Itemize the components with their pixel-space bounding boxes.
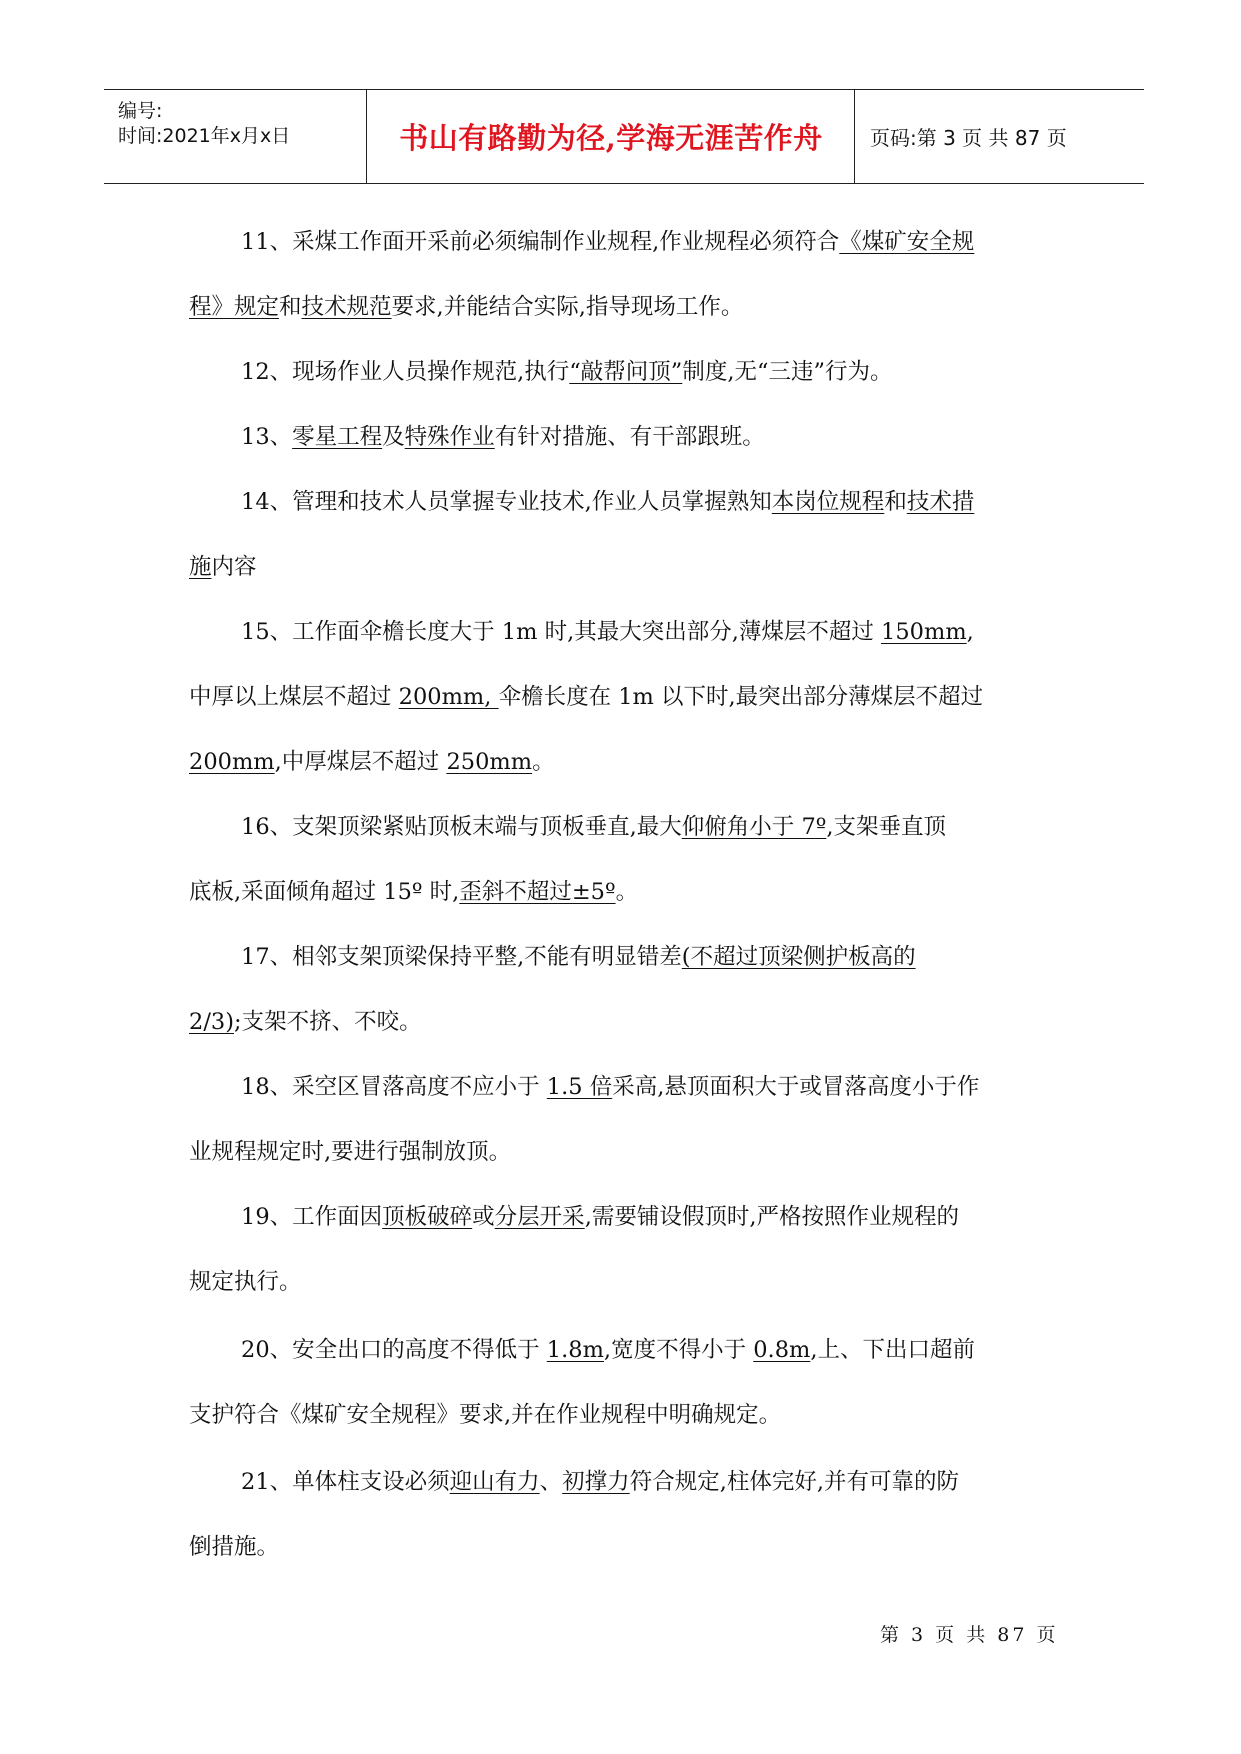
header-page-label: 页码:第 3 页 共 87 页: [870, 126, 1067, 150]
text-run: 21、单体柱支设必须: [241, 1469, 450, 1495]
text-run: 。: [615, 879, 639, 905]
clause-11-line-1: [241, 210, 974, 275]
text-run: ,宽度不得小于: [603, 1337, 754, 1363]
clause-11-line-2: [189, 275, 743, 340]
clause-16-line-1: [241, 795, 946, 860]
text-run: 符合规定,柱体完好,并有可靠的防: [629, 1469, 959, 1495]
underlined-term: 程》规定: [189, 294, 280, 320]
underlined-term: 仰俯角小于 7º: [681, 814, 827, 840]
clause-16-line-2: [189, 860, 638, 925]
clause-14-line-1: [241, 470, 974, 535]
underlined-term: “敲帮问顶”: [569, 359, 683, 385]
text-run: 20、安全出口的高度不得低于: [241, 1337, 547, 1363]
clause-15-line-1: [241, 600, 974, 665]
text-run: 19、工作面因: [241, 1204, 383, 1230]
text-run: ,支架垂直顶: [826, 814, 947, 840]
clause-15-line-2: [189, 665, 983, 730]
text-run: 17、相邻支架顶梁保持平整,不能有明显错差: [241, 944, 682, 970]
clause-13-line-1: [241, 405, 765, 470]
clause-20-line-2: 支护符合《煤矿安全规程》要求,并在作业规程中明确规定。: [189, 1402, 782, 1428]
underlined-term: 200mm: [189, 749, 275, 775]
document-time-label: 时间:2021年x月x日: [118, 125, 291, 147]
text-run: 11、采煤工作面开采前必须编制作业规程,作业规程必须符合: [241, 229, 840, 255]
text-run: 内容: [211, 554, 257, 580]
header-meta-cell: [104, 90, 367, 183]
text-run: 。: [532, 749, 555, 775]
text-run: 中厚以上煤层不超过: [189, 684, 399, 710]
underlined-term: 150mm: [881, 619, 967, 645]
underlined-term: 250mm: [446, 749, 533, 775]
text-run: 14、管理和技术人员掌握专业技术,作业人员掌握熟知: [241, 489, 772, 515]
clause-14-line-2: [189, 535, 257, 600]
underlined-term: 《煤矿安全规: [839, 229, 975, 255]
header-page-cell: [856, 90, 1144, 183]
underlined-term: 2/3): [189, 1009, 234, 1035]
text-run: ;支架不挤、不咬。: [234, 1009, 422, 1035]
text-run: 要求,并能结合实际,指导现场工作。: [391, 294, 744, 320]
underlined-term: 初撑力: [562, 1469, 630, 1495]
text-run: 18、采空区冒落高度不应小于: [241, 1074, 547, 1100]
underlined-term: 1.8m: [546, 1337, 604, 1363]
clause-20-line-1: [241, 1318, 975, 1383]
clause-21-line-1: [241, 1450, 959, 1515]
text-run: 和: [279, 294, 302, 320]
clause-12-line-1: [241, 340, 892, 405]
clause-18-line-1: [241, 1055, 979, 1120]
text-run: ,中厚煤层不超过: [274, 749, 447, 775]
text-run: 采高,悬顶面积大于或冒落高度小于作: [612, 1074, 980, 1100]
underlined-term: 本岗位规程: [771, 489, 885, 515]
clause-19-line-1: [241, 1185, 959, 1250]
text-run: 有针对措施、有干部跟班。: [494, 424, 765, 450]
clause-21-line-2: 倒措施。: [189, 1534, 280, 1560]
clause-15-line-3: [189, 730, 555, 795]
text-run: 及: [382, 424, 405, 450]
text-run: ,上、下出口超前: [810, 1337, 976, 1363]
page-footer-number: 第 3 页 共 87 页: [880, 1624, 1059, 1646]
underlined-term: 迎山有力: [449, 1469, 540, 1495]
underlined-term: 分层开采: [494, 1204, 585, 1230]
text-run: 、: [539, 1469, 563, 1495]
text-run: 制度,无“三违”行为。: [682, 359, 893, 385]
underlined-term: 歪斜不超过±5º: [459, 879, 616, 905]
clause-17-line-1: [241, 925, 916, 990]
underlined-term: 0.8m: [753, 1337, 811, 1363]
text-run: 和: [884, 489, 907, 515]
text-run: 伞檐长度在 1m 以下时,最突出部分薄煤层不超过: [498, 684, 984, 710]
underlined-term: 1.5 倍: [546, 1074, 613, 1100]
text-run: 12、现场作业人员操作规范,执行: [241, 359, 570, 385]
text-run: 15、工作面伞檐长度大于 1m 时,其最大突出部分,薄煤层不超过: [241, 619, 882, 645]
text-run: 或: [472, 1204, 495, 1230]
underlined-term: (不超过顶梁侧护板高的: [681, 944, 916, 970]
underlined-term: 200mm,: [398, 684, 499, 710]
header-motto: 书山有路勤为径,学海无涯苦作舟: [399, 121, 823, 155]
underlined-term: 施: [189, 554, 212, 580]
text-run: ,需要铺设假顶时,严格按照作业规程的: [584, 1204, 959, 1230]
text-run: 16、支架顶梁紧贴顶板末端与顶板垂直,最大: [241, 814, 682, 840]
underlined-term: 顶板破碎: [382, 1204, 473, 1230]
underlined-term: 零星工程: [292, 424, 383, 450]
text-run: 13、: [241, 424, 293, 450]
text-run: 底板,采面倾角超过 15º 时,: [189, 879, 460, 905]
clause-18-line-2: 业规程规定时,要进行强制放顶。: [189, 1139, 512, 1165]
underlined-term: 特殊作业: [404, 424, 495, 450]
page-header: [104, 89, 1144, 184]
document-number-label: 编号:: [118, 100, 163, 122]
text-run: ,: [966, 619, 974, 645]
clause-17-line-2: [189, 990, 422, 1055]
clause-19-line-2: 规定执行。: [189, 1269, 302, 1295]
header-motto-cell: [368, 90, 855, 183]
underlined-term: 技术规范: [301, 294, 392, 320]
underlined-term: 技术措: [906, 489, 975, 515]
